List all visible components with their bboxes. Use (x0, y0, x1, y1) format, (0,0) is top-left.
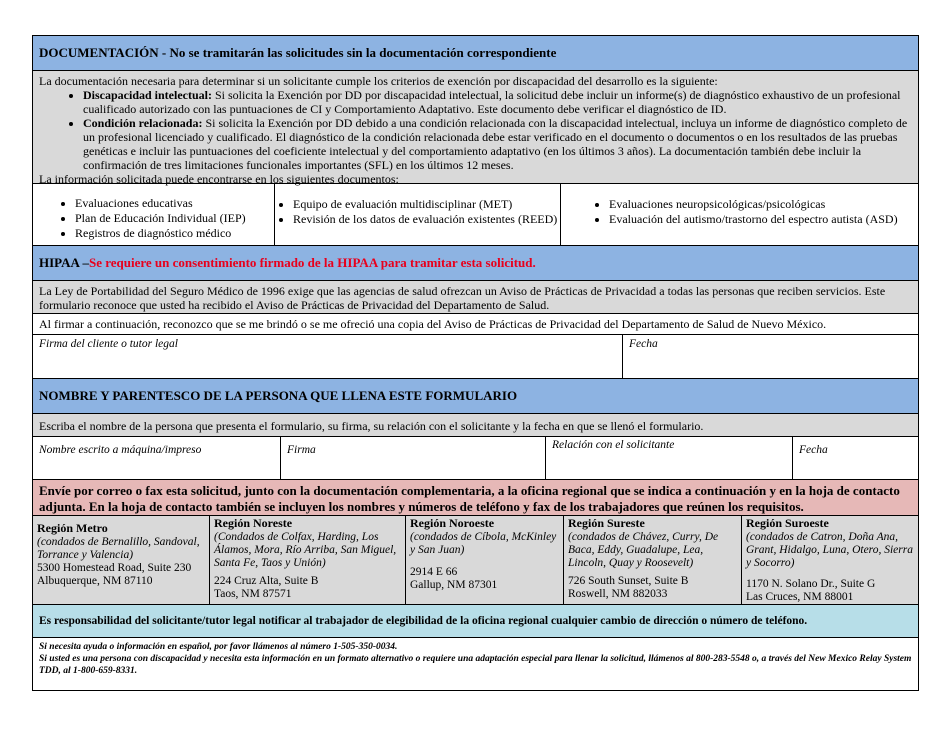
region-address: 1170 N. Solano Dr., Suite G (746, 578, 876, 590)
document-item: • Registros de diagnóstico médico (75, 226, 274, 241)
document-column-3 (560, 184, 918, 245)
region-address: 5300 Homestead Road, Suite 230 (37, 562, 192, 574)
filler-heading: NOMBRE Y PARENTESCO DE LA PERSONA QUE LLENA ESTE FORMULARIO (33, 378, 918, 413)
region-counties: (condados de Cíbola, McKinley y San Juan) (410, 531, 557, 556)
region-address: 224 Cruz Alta, Suite B (214, 575, 319, 587)
region-name: Región Noroeste (410, 516, 495, 530)
responsibility-notice: Es responsabilidad del solicitante/tutor legal notificar al trabajador de elegibilidad de la oficina regional cualquier cambio de dirección o número de teléfono. (33, 604, 918, 637)
region-office (33, 516, 209, 604)
regional-offices (33, 515, 918, 604)
document-item: • Plan de Educación Individual (IEP) (75, 211, 274, 226)
region-office (405, 516, 563, 604)
document-column-2 (274, 184, 560, 245)
mail-instructions: Envíe por correo o fax esta solicitud, junto con la documentación complementaria, a la oficina regional que se indica a continuación y en la hoja de contacto adjunta. En la hoja de contacto también se incluyen los nombres y números de teléfono y fax de los trabajadores que reúnen los requisitos. (33, 479, 918, 515)
documentation-found-in: La información solicitada puede encontrarse en los siguientes documentos: (39, 172, 399, 186)
region-city: Taos, NM 87571 (214, 588, 292, 600)
region-counties: (condados de Chávez, Curry, De Baca, Eddy, Guadalupe, Lea, Lincoln, Quay y Roosevelt) (568, 531, 719, 569)
region-office (741, 516, 918, 604)
region-city: Roswell, NM 882033 (568, 588, 668, 600)
region-counties: (Condados de Colfax, Harding, Los Álamos, Mora, Río Arriba, San Miguel, Santa Fe, Taos y Unión) (214, 531, 397, 569)
filler-fields-row (33, 436, 918, 479)
filler-name-field[interactable]: Nombre escrito a máquina/impreso (39, 444, 202, 456)
region-city: Gallup, NM 87301 (410, 579, 498, 591)
region-name: Región Suroeste (746, 516, 829, 530)
requirement-related-condition: • Condición relacionada: Si solicita la Exención por DD debido a una condición relacionada con la discapacidad intelectual, incluya un informe de diagnóstico completo de un profesional licenciado y cualificado. El diagnóstico de la condición relacionada debe estar verificado en el documento o documentos o en los resultados de las pruebas genéticas e incluir las puntuaciones del coeficiente intelectual y del comportamiento adaptativo (en los últimos 3 años). La documentación también debe incluir la confirmación de tres limitaciones funcionales importantes (SFL) en los últimos 12 meses. (83, 116, 912, 172)
spanish-help-line: Si necesita ayuda o información en español, por favor llámenos al número 1-505-350-0034. (39, 642, 398, 652)
region-name: Región Metro (37, 521, 108, 535)
requirement-intellectual: • Discapacidad intelectual: Si solicita la Exención por DD por discapacidad intelectual, la solicitud debe incluir un informe(s) de diagnóstico exhaustivo de un profesional cualificado autorizado con las puntuaciones de CI y Comportamiento Adaptativo. Este documento debe verificar el diagnóstico de ID. (83, 88, 912, 116)
filler-signature-field[interactable]: Firma (280, 437, 545, 479)
document-item: • Evaluación del autismo/trastorno del espectro autista (ASD) (609, 212, 918, 227)
hipaa-acknowledgement: Al firmar a continuación, reconozco que se me brindó o se me ofreció una copia del Aviso de Prácticas de Privacidad del Departamento de Salud de Nuevo México. (33, 313, 918, 334)
document-item: • Revisión de los datos de evaluación existentes (REED) (293, 212, 560, 227)
region-counties: (condados de Bernalillo, Sandoval, Torrance y Valencia) (37, 536, 200, 561)
filler-relation-field[interactable]: Relación con el solicitante (545, 437, 792, 479)
hipaa-notice: La Ley de Portabilidad del Seguro Médico de 1996 exige que las agencias de salud ofrezcan un Aviso de Prácticas de Privacidad a todas las personas que reciben servicios. Este formulario reconoce que usted ha recibido el Aviso de Prácticas de Privacidad del Departamento de Salud. (33, 280, 918, 313)
region-office (563, 516, 741, 604)
client-signature-field[interactable]: Firma del cliente o tutor legal (39, 338, 178, 350)
hipaa-heading: HIPAA – Se requiere un consentimiento firmado de la HIPAA para tramitar esta solicitud. (33, 245, 918, 280)
region-address: 726 South Sunset, Suite B (568, 575, 689, 587)
region-city: Las Cruces, NM 88001 (746, 591, 854, 603)
region-address: 2914 E 66 (410, 566, 458, 578)
region-city: Albuquerque, NM 87110 (37, 575, 153, 587)
filler-date-field[interactable]: Fecha (792, 437, 918, 479)
client-date-field[interactable]: Fecha (622, 335, 918, 378)
document-column-1 (33, 184, 274, 245)
document-item: • Evaluaciones neuropsicológicas/psicológicas (609, 197, 918, 212)
filler-instructions: Escriba el nombre de la persona que presenta el formulario, su firma, su relación con el solicitante y la fecha en que se llenó el formulario. (33, 413, 918, 436)
region-name: Región Sureste (568, 516, 645, 530)
requirement-list (39, 88, 912, 172)
region-counties: (condados de Catron, Doña Ana, Grant, Hidalgo, Luna, Otero, Sierra y Socorro) (746, 531, 913, 569)
documentation-heading: DOCUMENTACIÓN - No se tramitarán las solicitudes sin la documentación correspondiente (33, 36, 918, 70)
assistance-footer (33, 637, 918, 690)
region-office (209, 516, 405, 604)
document-types (33, 183, 918, 245)
documentation-requirements (33, 70, 918, 186)
accommodation-line: Si usted es una persona con discapacidad y necesita esta información en un formato alternativo o requiere una adaptación especial para llenar la solicitud, llámenos al 800-283-5548 o, a través del New Mexico Relay System TDD, al 1-800-659-8331. (39, 654, 912, 676)
document-item: • Evaluaciones educativas (75, 196, 274, 211)
region-name: Región Noreste (214, 516, 293, 530)
client-signature-row (33, 334, 918, 378)
documentation-intro: La documentación necesaria para determinar si un solicitante cumple los criterios de exención por discapacidad del desarrollo es la siguiente: (39, 74, 718, 88)
application-form (32, 35, 919, 691)
document-item: • Equipo de evaluación multidisciplinar (MET) (293, 197, 560, 212)
